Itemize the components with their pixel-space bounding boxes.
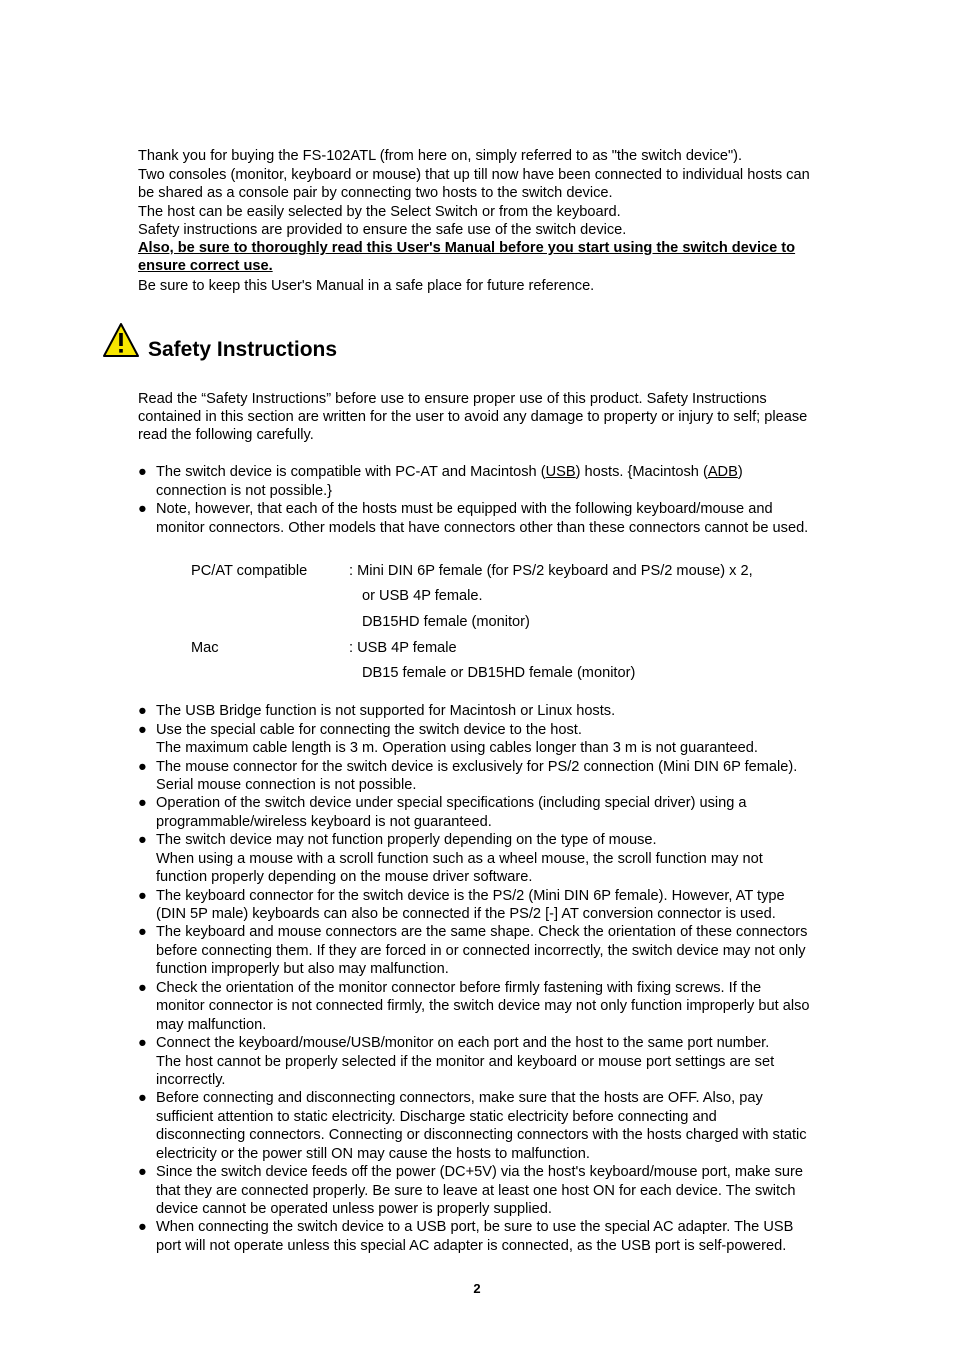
bullet-12-line-3: disconnecting connectors. Connecting or disconnecting connectors with the hosts charged with static [156,1127,807,1143]
bullet-8-line-1: The keyboard connector for the switch device is the PS/2 (Mini DIN 6P female). However, AT type [156,888,785,904]
bullet-marker: ● [138,501,147,517]
bullet-marker: ● [138,1090,147,1106]
bullet-2-line-2: monitor connectors. Other models that have connectors other than these connectors cannot be used. [156,520,809,536]
usb-term: USB [545,464,576,480]
bullet-9-line-2: before connecting them. If they are forced in or connected incorrectly, the switch device may not only [156,943,806,959]
bullet-marker: ● [138,832,147,848]
bullet-marker: ● [138,924,147,940]
bullet-14-line-2: port will not operate unless this special AC adapter is connected, as the USB port is self-powered. [156,1238,787,1254]
spec-pc-2: or USB 4P female. [362,588,483,604]
bullet-3-line-1: The USB Bridge function is not supported for Macintosh or Linux hosts. [156,703,616,719]
bullet-marker: ● [138,1164,147,1180]
bullet-10-line-2: monitor connector is not connected firmly, the switch device may not only function improperly but also [156,998,810,1014]
bullet-7-line-3: function properly depending on the mouse driver software. [156,869,533,885]
bullet-13-line-2: that they are connected properly. Be sure to leave at least one host ON for each device. The switch [156,1183,796,1199]
spec-mac-1: : USB 4P female [349,640,457,656]
bullet-11-line-3: incorrectly. [156,1072,226,1088]
intro-line-1: Thank you for buying the FS-102ATL (from here on, simply referred to as "the switch device"). [138,148,743,164]
spec-label-mac: Mac [191,640,219,656]
intro-line-5: Safety instructions are provided to ensure the safe use of the switch device. [138,222,627,238]
intro-line-4: The host can be easily selected by the Select Switch or from the keyboard. [138,204,621,220]
bullet-10-line-3: may malfunction. [156,1017,267,1033]
warning-icon [103,322,139,358]
bullet-marker: ● [138,888,147,904]
bullet-11-line-1: Connect the keyboard/mouse/USB/monitor on each port and the host to the same port number. [156,1035,770,1051]
bullet-13-line-3: device cannot be operated unless power is properly supplied. [156,1201,552,1217]
spec-label-pc: PC/AT compatible [191,563,308,579]
adb-term: ADB [707,464,738,480]
bullet-12-line-4: electricity or the power still ON may cause the hosts to malfunction. [156,1146,590,1162]
intro-line-2: Two consoles (monitor, keyboard or mouse) that up till now have been connected to individual hosts can [138,167,810,183]
bullet-7-line-2: When using a mouse with a scroll function such as a wheel mouse, the scroll function may not [156,851,763,867]
bullet-marker: ● [138,703,147,719]
bullet-13-line-1: Since the switch device feeds off the power (DC+5V) via the host's keyboard/mouse port, make sure [156,1164,803,1180]
bullet-12-line-1: Before connecting and disconnecting connectors, make sure that the hosts are OFF. Also, pay [156,1090,763,1106]
bullet-11-line-2: The host cannot be properly selected if the monitor and keyboard or mouse port settings are set [156,1054,775,1070]
bullet-5-line-1: The mouse connector for the switch device is exclusively for PS/2 connection (Mini DIN 6P female). [156,759,798,775]
spec-pc-3: DB15HD female (monitor) [362,614,530,630]
bullet-14-line-1: When connecting the switch device to a USB port, be sure to use the special AC adapter. The USB [156,1219,794,1235]
intro-emphasis-line-1: Also, be sure to thoroughly read this User's Manual before you start using the switch device to [138,240,796,256]
spec-mac-2: DB15 female or DB15HD female (monitor) [362,665,636,681]
bullet-8-line-2: (DIN 5P male) keyboards can also be connected if the PS/2 [-] AT conversion connector is used. [156,906,776,922]
bullet-1-line-2: connection is not possible.} [156,483,333,499]
bullet-marker: ● [138,980,147,996]
spec-pc-1: : Mini DIN 6P female (for PS/2 keyboard and PS/2 mouse) x 2, [349,563,753,579]
bullet-4-line-2: The maximum cable length is 3 m. Operation using cables longer than 3 m is not guaranteed. [156,740,758,756]
bullet-6-line-2: programmable/wireless keyboard is not guaranteed. [156,814,492,830]
section-intro-line-1: Read the “Safety Instructions” before use to ensure proper use of this product. Safety Instructions [138,391,767,407]
section-intro-line-2: contained in this section are written for the user to avoid any damage to property or injury to self; please [138,409,808,425]
bullet-6-line-1: Operation of the switch device under special specifications (including special driver) using a [156,795,747,811]
bullet-7-line-1: The switch device may not function properly depending on the type of mouse. [156,832,657,848]
section-intro-line-3: read the following carefully. [138,427,314,443]
section-title: Safety Instructions [148,338,338,361]
bullet-marker: ● [138,759,147,775]
bullet-12-line-2: sufficient attention to static electricity. Discharge static electricity before connecting and [156,1109,717,1125]
bullet-marker: ● [138,795,147,811]
intro-line-3: be shared as a console pair by connecting two hosts to the switch device. [138,185,613,201]
bullet-marker: ● [138,1219,147,1235]
bullet-marker: ● [138,1035,147,1051]
bullet-marker: ● [138,722,147,738]
bullet-9-line-3: function improperly but also may malfunction. [156,961,449,977]
bullet-9-line-1: The keyboard and mouse connectors are the same shape. Check the orientation of these connectors [156,924,808,940]
bullet-marker: ● [138,464,147,480]
intro-emphasis-line-2: ensure correct use. [138,258,273,274]
bullet-1-line-1: The switch device is compatible with PC-AT and Macintosh (USB) hosts. {Macintosh (ADB) [156,464,743,480]
bullet-4-line-1: Use the special cable for connecting the switch device to the host. [156,722,582,738]
intro-last-line: Be sure to keep this User's Manual in a safe place for future reference. [138,278,595,294]
page-number: 2 [473,1281,481,1296]
bullet-2-line-1: Note, however, that each of the hosts must be equipped with the following keyboard/mouse and [156,501,773,517]
bullet-5-line-2: Serial mouse connection is not possible. [156,777,417,793]
bullet-10-line-1: Check the orientation of the monitor connector before firmly fastening with fixing screws. If the [156,980,762,996]
